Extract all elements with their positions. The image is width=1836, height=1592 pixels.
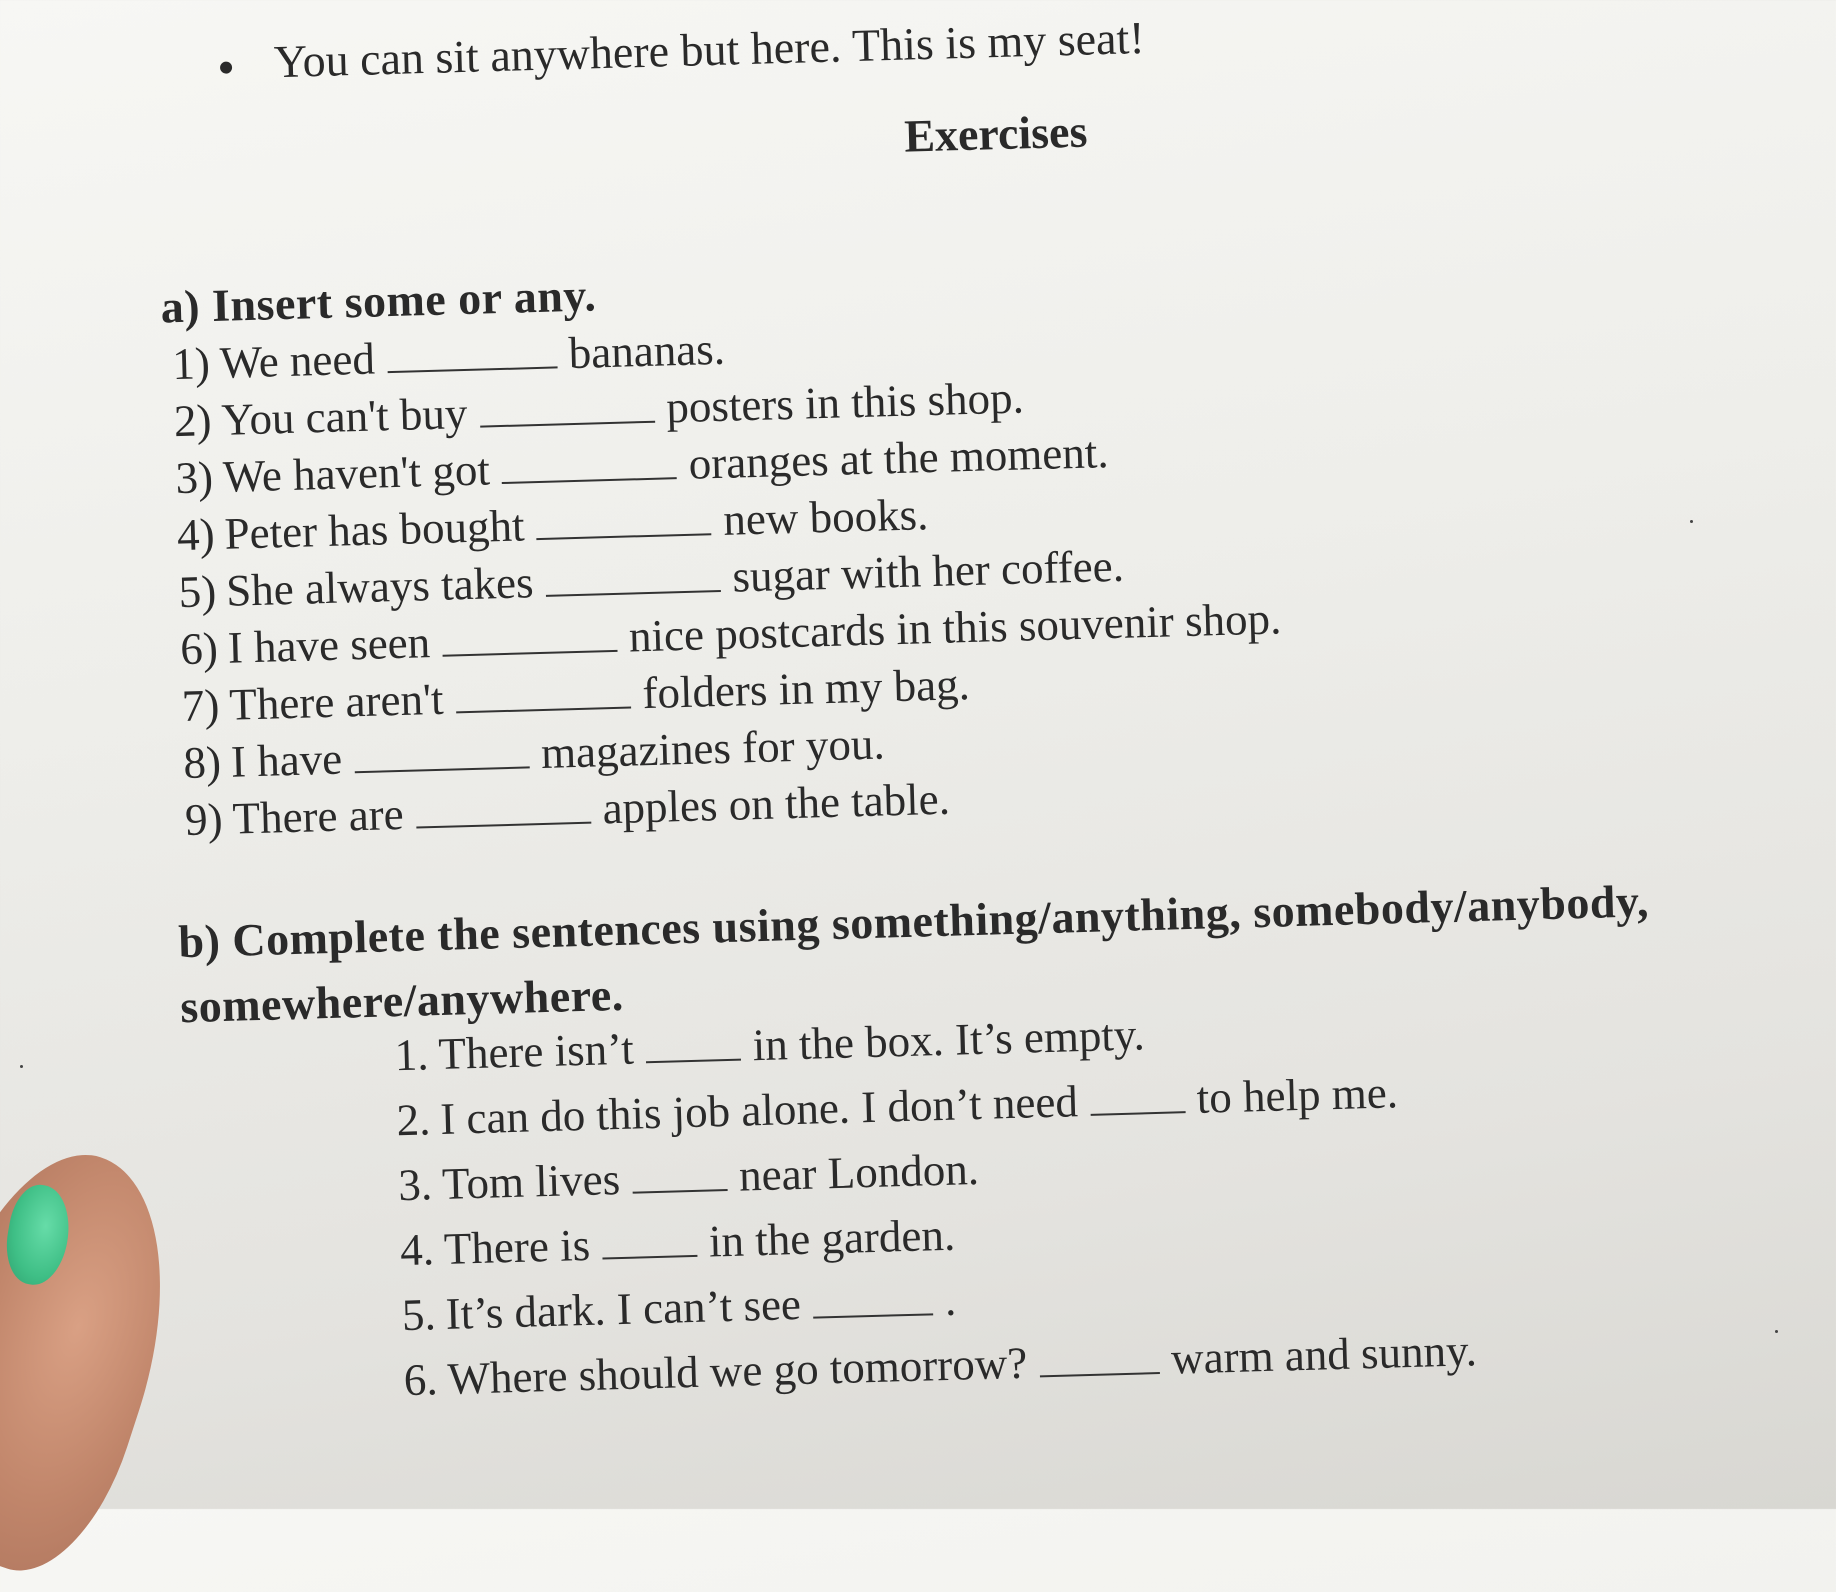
item-text-before: Peter has bought xyxy=(223,500,526,559)
bullet-dot xyxy=(220,62,232,74)
section-a-title: a) Insert some or any. xyxy=(160,269,597,333)
item-text-before: I have seen xyxy=(227,617,431,673)
item-number: 4) xyxy=(176,509,216,561)
item-number: 3. xyxy=(397,1159,433,1211)
item-text-before: We need xyxy=(219,333,376,388)
item-number: 1) xyxy=(171,338,211,390)
item-text-before: She always takes xyxy=(225,557,535,616)
answer-blank[interactable] xyxy=(354,765,529,773)
item-number: 2. xyxy=(395,1094,431,1146)
item-number: 5) xyxy=(178,566,217,618)
section-b-title: b) Complete the sentences using something/anything, somebody/anybody, xyxy=(177,875,1650,968)
answer-blank[interactable] xyxy=(546,589,721,597)
item-text-after: magazines for you. xyxy=(540,718,886,779)
item-text-after: near London. xyxy=(738,1143,980,1201)
item-text-before: We haven't got xyxy=(222,444,491,502)
exercises-heading: Exercises xyxy=(903,105,1089,162)
exercise-b-item xyxy=(399,1209,955,1276)
answer-blank[interactable] xyxy=(1039,1371,1159,1377)
item-text-after: oranges at the moment. xyxy=(688,427,1110,489)
answer-blank[interactable] xyxy=(387,365,557,373)
item-number: 3) xyxy=(174,452,214,504)
item-number: 9) xyxy=(184,793,224,845)
item-text-after: apples on the table. xyxy=(601,773,951,834)
section-b-title-continued: somewhere/anywhere. xyxy=(179,968,625,1033)
bullet-line xyxy=(219,11,1145,90)
answer-blank[interactable] xyxy=(1090,1110,1185,1116)
item-number: 2) xyxy=(173,395,213,447)
answer-blank[interactable] xyxy=(813,1312,933,1318)
exercise-b-item xyxy=(401,1274,957,1341)
item-text-after: in the box. It’s empty. xyxy=(751,1009,1146,1071)
item-number: 5. xyxy=(401,1289,437,1341)
item-text-after: to help me. xyxy=(1196,1067,1399,1123)
paper-speck xyxy=(1775,1330,1778,1333)
item-text-after: in the garden. xyxy=(708,1209,956,1267)
item-text-after: warm and sunny. xyxy=(1170,1325,1478,1384)
exercise-b-item xyxy=(398,1143,980,1211)
item-number: 1. xyxy=(394,1029,430,1081)
item-text-before: There aren't xyxy=(228,673,445,730)
item-text-after: bananas. xyxy=(568,323,726,379)
item-text-after: folders in my bag. xyxy=(641,659,971,719)
item-number: 7) xyxy=(181,680,221,732)
item-text-after: posters in this shop. xyxy=(665,372,1025,433)
answer-blank[interactable] xyxy=(456,706,631,714)
item-number: 8) xyxy=(182,736,222,789)
exercise-a-item xyxy=(172,323,726,390)
item-text-after: . xyxy=(944,1274,957,1325)
item-text-before: There is xyxy=(443,1219,591,1274)
item-text-before: Where should we go tomorrow? xyxy=(446,1337,1028,1404)
answer-blank[interactable] xyxy=(537,532,712,540)
item-text-before: It’s dark. I can’t see xyxy=(445,1279,802,1339)
item-text-after: sugar with her coffee. xyxy=(731,540,1125,602)
exercise-b-item xyxy=(396,1066,1399,1146)
answer-blank[interactable] xyxy=(480,420,655,428)
answer-blank[interactable] xyxy=(632,1188,727,1194)
item-text-before: I can do this job alone. I don’t need xyxy=(439,1076,1079,1144)
answer-blank[interactable] xyxy=(502,476,677,484)
item-text-before: I have xyxy=(230,733,343,787)
bullet-text: You can sit anywhere but here. This is my seat! xyxy=(273,11,1146,88)
item-number: 6) xyxy=(179,623,219,675)
item-text-after: nice postcards in this souvenir shop. xyxy=(628,593,1282,662)
item-text-before: There isn’t xyxy=(437,1023,635,1080)
answer-blank[interactable] xyxy=(416,821,591,829)
item-text-before: You can't buy xyxy=(220,387,469,445)
answer-blank[interactable] xyxy=(442,649,617,657)
item-number: 4. xyxy=(399,1224,435,1276)
item-number: 6. xyxy=(403,1354,439,1406)
item-text-before: Tom lives xyxy=(441,1154,621,1209)
paper-speck xyxy=(20,1065,23,1068)
answer-blank[interactable] xyxy=(602,1254,697,1260)
item-text-before: There are xyxy=(231,788,405,844)
answer-blank[interactable] xyxy=(646,1058,741,1064)
paper-speck xyxy=(1690,520,1693,523)
item-text-after: new books. xyxy=(722,489,929,545)
